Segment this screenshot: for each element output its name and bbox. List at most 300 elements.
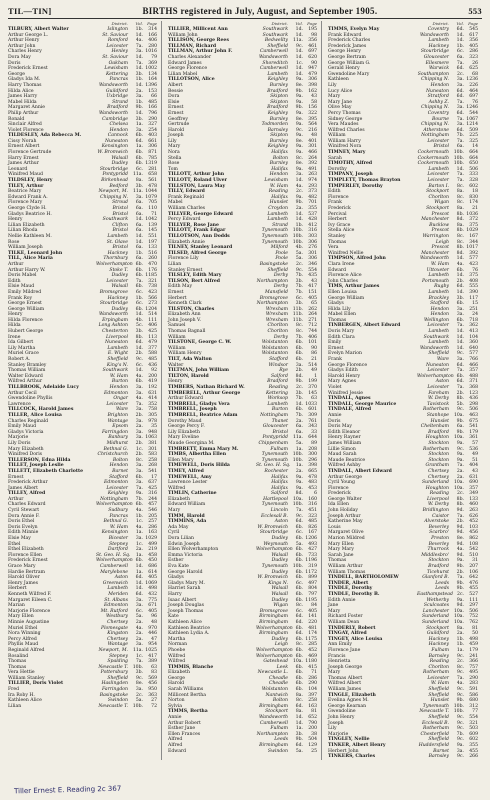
entry-page: 1 [314, 373, 317, 379]
entry-volume: 3a. [135, 468, 143, 474]
entry-name: Lily [328, 726, 337, 732]
entry-volume: 6b. [135, 150, 143, 156]
entry-page: 459 [469, 642, 478, 648]
entry-district: Sudbury [108, 508, 128, 514]
entry-district: Bedwellty [264, 38, 288, 44]
entry-page: 179 [469, 429, 478, 435]
entry-district: Northampton [256, 278, 288, 284]
entry-district: Rugby [434, 284, 449, 290]
entry-page: 452 [308, 647, 317, 653]
entry-district: Chorlton [428, 664, 449, 670]
entry-district: W. Bromwich [97, 150, 128, 156]
header-range: TIL—TIN] [8, 6, 52, 16]
entry-volume: 6d. [135, 138, 143, 144]
entry-volume: 3a. [456, 77, 464, 83]
entry-name: Ernest [8, 474, 24, 480]
entry-district: Cheadle [268, 681, 288, 687]
entry-volume: 1d. [295, 66, 303, 72]
entry-district: Edmonton [104, 390, 128, 396]
entry-name: TIMMS, Bertha [168, 709, 208, 715]
entry-volume: 1d. [135, 580, 143, 586]
entry-volume: 9c. [457, 720, 464, 726]
entry-district: Dudley [271, 636, 288, 642]
entry-volume: 1d. [135, 110, 143, 116]
entry-volume: 9a. [456, 558, 464, 564]
entry-name: Ellen Louisa [328, 289, 357, 295]
entry-name: Ernest [168, 110, 184, 116]
entry-district: Stockport [426, 206, 449, 211]
entry-district: Bicester [108, 536, 128, 542]
entry-page: 488 [469, 373, 478, 379]
entry-district: Ongar [113, 396, 128, 402]
entry-volume: 6d. [456, 362, 464, 368]
entry-page: 466 [308, 150, 317, 156]
entry-page: 101 [308, 340, 317, 346]
entry-page: 588 [148, 351, 157, 357]
entry-name: Arthur Harry W. [8, 267, 46, 273]
entry-district: Bradford [428, 564, 449, 569]
entry-page: 1204 [145, 306, 157, 312]
entry-page: 145 [308, 390, 317, 396]
entry-volume: 1d. [135, 32, 143, 38]
entry-district: Birmingham [259, 743, 288, 748]
entry-volume: 7a. [456, 116, 464, 122]
entry-name: Gwendoline Phyllis [8, 396, 53, 402]
entry-district: Warwick [428, 66, 449, 72]
entry-volume: 2b. [295, 368, 303, 374]
entry-page: 796 [148, 110, 157, 116]
entry-name: Ellen Wolverhampton [168, 547, 219, 553]
entry-volume: 8b. [456, 211, 464, 217]
entry-page: 26 [472, 60, 478, 66]
entry-name: Wilfred [168, 659, 186, 665]
entry-district: Edmonton [104, 480, 128, 486]
entry-volume: 3b. [135, 116, 143, 122]
entry-volume: 6b. [295, 586, 303, 592]
entry-volume: 7a. [456, 172, 464, 178]
entry-name: Edith Eleanor [328, 429, 361, 435]
entry-name: John Charles [328, 278, 358, 284]
entry-volume: 9c. [457, 653, 464, 659]
entry-volume: 2c. [457, 71, 464, 77]
entry-volume: 9b. [456, 429, 464, 435]
entry-district: Hendon [430, 312, 449, 318]
entry-name: Nellie Kathleen M. [8, 233, 52, 239]
entry-volume: 2b. [456, 569, 464, 575]
entry-page: 516 [148, 250, 157, 256]
entry-page: 485 [148, 357, 157, 363]
entry-page: 644 [308, 435, 317, 441]
entry-district: Bridlington [422, 508, 449, 514]
entry-page: 1042 [145, 217, 157, 223]
entry-name: Minnie Augustine [8, 619, 50, 625]
entry-district: Camberwell [259, 49, 288, 55]
entry-district: Thanet [271, 418, 288, 424]
entry-page: 176 [148, 267, 157, 273]
entry-name: Cyril Stewart [8, 508, 40, 514]
entry-page: 797 [308, 591, 317, 597]
entry-page: 1319 [145, 161, 157, 167]
column-header-district: District. [111, 21, 128, 26]
entry-volume: 6b. [295, 653, 303, 659]
entry-page: 276 [308, 245, 317, 251]
entry-volume: 8a. [135, 178, 143, 184]
entry-district: Oakham [108, 60, 128, 66]
entry-district: Guildford [105, 88, 128, 94]
entry-district: Wellington [424, 317, 449, 323]
entry-district: Southwark [262, 32, 288, 38]
entry-volume: 5b. [456, 401, 464, 407]
entry-name: Edward William [168, 502, 206, 508]
entry-page: 758 [148, 407, 157, 413]
entry-name: Arthur John [8, 43, 36, 49]
entry-volume: 2b. [135, 440, 143, 446]
entry-volume: 4b. [295, 245, 303, 251]
entry-name: TILLOTSON, Ann Dodds [168, 233, 230, 239]
entry-district: Bristol [112, 228, 128, 234]
entry-district: Newcastle T. [98, 664, 128, 670]
entry-name: TILLER, Alice Louisa [8, 412, 62, 418]
entry-page: 327 [148, 122, 157, 128]
entry-page: 1185 [145, 273, 157, 279]
entry-page: 1029 [145, 536, 157, 542]
entry-volume: 10a. [453, 614, 464, 620]
entry-volume: 6b. [456, 317, 464, 323]
entry-page: 322 [308, 110, 317, 116]
entry-page: 752 [469, 614, 478, 620]
entry-volume: 9b. [135, 105, 143, 111]
entry-name: Lily [328, 82, 337, 88]
entry-name: Lily Elizabeth [168, 429, 200, 435]
entry-name: Elizabeth [168, 496, 190, 502]
entry-district: Epsom [112, 424, 128, 430]
entry-volume: 9a. [295, 480, 303, 486]
entry-district: Salford [271, 491, 288, 497]
entry-volume: 7a. [456, 323, 464, 329]
entry-volume: 6a. [135, 206, 143, 211]
entry-name: Reginald Alfred [8, 647, 45, 653]
entry-name: Herbert John [328, 748, 359, 754]
entry-page: 514 [308, 362, 317, 368]
entry-volume: 1d. [295, 217, 303, 223]
entry-name: Doris Mary [328, 329, 355, 335]
entry-page: 104 [308, 687, 317, 693]
entry-district: Pancras [109, 77, 128, 83]
entry-volume: 9a. [456, 597, 464, 603]
entry-volume: 10b. [453, 703, 464, 709]
entry-volume: 8e. [135, 681, 143, 687]
entry-page: 375 [469, 222, 478, 228]
entry-volume: 10b. [292, 564, 303, 569]
column-header-vol: Vol. [135, 21, 143, 26]
entry-name: Edward Frank A. [8, 194, 48, 200]
entry-name: Olive May [328, 105, 352, 111]
entry-district: Midhurst [106, 440, 128, 446]
entry-district: Caistor [432, 513, 449, 519]
entry-name: Lilian Rhoda [8, 228, 38, 234]
entry-volume: 10a. [453, 435, 464, 441]
entry-district: Bradford [428, 429, 449, 435]
entry-volume: 3a. [456, 312, 464, 318]
entry-district: Hunslet [269, 200, 288, 206]
entry-district: Birmingham [259, 703, 288, 709]
entry-district: Aston [435, 379, 449, 385]
entry-name: TILLMAN, Arthur John F. [168, 49, 233, 55]
entry-page: 375 [469, 273, 478, 279]
entry-district: Chippenham [258, 440, 288, 446]
entry-volume: 9a. [295, 166, 303, 172]
entry-district: Beverley [428, 524, 449, 530]
entry-page: 642 [469, 575, 478, 581]
entry-district: Rochester [264, 468, 288, 474]
entry-page: 301 [148, 446, 157, 452]
entry-district: W. Bromwich [257, 524, 288, 530]
entry-page: 90 [311, 345, 317, 351]
entry-name: TIMBS, Albertha Ellen [168, 452, 227, 458]
entry-name: Joseph Douglas [168, 603, 204, 609]
entry-volume: 6c. [296, 580, 303, 586]
entry-district: Bromsgrove [259, 608, 288, 614]
entry-page: 174 [308, 631, 317, 637]
entry-district: Wolverhampton [256, 653, 293, 659]
entry-district: Wetherby [426, 597, 449, 603]
entry-name: Rose [168, 161, 180, 167]
column-header-district: District. [271, 21, 288, 26]
entry-page: 21 [311, 357, 317, 363]
entry-page: 156 [308, 105, 317, 111]
entry-page: 406 [148, 323, 157, 329]
entry-district: Lambeth [107, 586, 128, 592]
entry-volume: 5a. [295, 440, 303, 446]
entry-volume: 3a. [135, 480, 143, 486]
entry-page: 485 [148, 99, 157, 105]
entry-name: TINGLE, Elizabeth [328, 692, 376, 698]
entry-name: Annie [328, 412, 342, 418]
entry-name: Mabel Hilda [8, 99, 37, 105]
entry-district: Keighley [267, 144, 288, 150]
entry-district: Hackney [428, 43, 449, 49]
entry-page: 405 [148, 608, 157, 614]
entry-volume: 9c. [296, 127, 303, 133]
entry-name: Arthur Cecil [8, 390, 37, 396]
entry-volume: 6d. [295, 614, 303, 620]
entry-volume: 1d. [456, 334, 464, 340]
entry-district: Birmingham [259, 619, 288, 625]
entry-volume: 1d. [456, 340, 464, 346]
entry-district: Nuneaton [426, 362, 449, 368]
entry-district: Walsall [111, 155, 128, 161]
entry-volume: 6b. [295, 524, 303, 530]
entry-volume: 3a. [456, 306, 464, 312]
entry-name: Henry [168, 379, 183, 385]
entry-district: Atherstone [423, 127, 449, 133]
entry-district: Dudley [271, 569, 288, 575]
entry-page: 1396 [145, 82, 157, 88]
entry-name: Emily Mildred [8, 289, 42, 295]
entry-volume: 4a. [135, 625, 143, 631]
entry-volume: 1d. [135, 312, 143, 318]
entry-volume: 3a. [295, 362, 303, 368]
entry-volume: 6a. [456, 424, 464, 430]
entry-page: 271 [308, 317, 317, 323]
entry-page: 312 [469, 703, 478, 709]
entry-page: 298 [469, 401, 478, 407]
entry-page: 84 [311, 603, 317, 609]
entry-district: Stourbridge [420, 49, 449, 55]
entry-volume: 11a. [132, 189, 143, 195]
entry-district: Haslingden [101, 681, 128, 687]
entry-page: 145 [148, 228, 157, 234]
entry-page: 403 [148, 133, 157, 139]
entry-volume: 6b. [456, 301, 464, 307]
entry-name: TILNEY, Stanley Leonard [168, 245, 233, 251]
entry-name: Percival [328, 211, 347, 217]
entry-name: George William [8, 306, 45, 312]
entry-page: 498 [148, 586, 157, 592]
entry-name: Muriel Grace [8, 351, 39, 357]
entry-name: Ivy Grace [328, 222, 351, 228]
entry-volume: 6b. [295, 625, 303, 631]
entry-page: 1236 [466, 77, 478, 83]
entry-name: Marion Mildred [328, 536, 365, 542]
entry-district: Stepney [109, 653, 128, 659]
entry-page: 264 [308, 312, 317, 318]
entry-district: Kingston [107, 631, 128, 637]
entry-volume: 11a. [292, 38, 303, 44]
entry-page: 697 [308, 49, 317, 55]
entry-name: Harold [168, 681, 185, 687]
entry-page: 389 [148, 659, 157, 665]
entry-volume: 6d. [456, 27, 464, 32]
entry-page: 675 [469, 418, 478, 424]
entry-volume: 1d. [135, 586, 143, 592]
entry-district: Hendon [430, 306, 449, 312]
entry-page: 482 [308, 194, 317, 200]
entry-page: 226 [469, 82, 478, 88]
entry-name: Isaac Albert [168, 597, 197, 603]
entry-volume: 1d. [295, 401, 303, 407]
entry-name: TINDERLY, Robert [328, 625, 376, 631]
entry-volume: 1a. [135, 569, 143, 575]
entry-name: Mary [328, 608, 341, 614]
entry-name: Beatrice Mary [8, 189, 42, 195]
entry-volume: 6c. [136, 289, 143, 295]
entry-page: 264 [308, 155, 317, 161]
entry-name: TILSTON, Charles [168, 306, 215, 312]
entry-page: 57 [472, 440, 478, 446]
entry-name: TIMNEY, Mary [328, 150, 366, 156]
entry-name: Millicent Bertha [168, 692, 206, 698]
entry-page: 305 [148, 412, 157, 418]
entry-page: 35 [151, 424, 157, 430]
entry-name: Charles Edward [8, 502, 46, 508]
entry-name: Richard Foster [328, 614, 363, 620]
entry-district: Kensington [101, 530, 128, 536]
entry-volume: 2c. [457, 659, 464, 665]
entry-name: Thomas [328, 239, 347, 245]
entry-page: 96 [151, 614, 157, 620]
entry-page: 290 [148, 116, 157, 122]
entry-name: Thomas [328, 317, 347, 323]
entry-district: Rotherham [423, 446, 449, 452]
entry-name: Ernest [168, 289, 184, 295]
entry-name: TILSLEY, Edith Mary [168, 273, 222, 279]
entry-page: 89 [311, 440, 317, 446]
entry-name: Elsie May [8, 536, 31, 542]
entry-name: TINGEY, Alice Louisa [328, 636, 383, 642]
entry-district: Ellesmere [425, 60, 449, 66]
entry-volume: 8b. [456, 502, 464, 508]
entry-volume: 9d. [456, 530, 464, 536]
entry-district: Shoreditch [262, 60, 288, 66]
entry-name: Sinclair Alfred [8, 122, 42, 128]
entry-district: Pontypridd [262, 435, 288, 441]
entry-name: Frank Edward [328, 32, 362, 38]
entry-name: Thomas [328, 558, 347, 564]
entry-district: Wandsworth [258, 54, 288, 60]
entry-name: Arthur Robert [168, 720, 201, 726]
entry-district: Wolstanton [261, 687, 288, 693]
entry-name: Gladys Victoria [8, 429, 44, 435]
entry-page: 300 [308, 452, 317, 458]
entry-name: Geoffrey [168, 116, 188, 122]
entry-volume: 9a. [295, 122, 303, 128]
entry-name: Edith May [168, 284, 193, 290]
entry-name: Arthur George [328, 474, 362, 480]
entry-volume: 1b. [456, 642, 464, 648]
entry-name: Fred [8, 687, 20, 693]
entry-page: 491 [308, 166, 317, 172]
entry-page: 554 [308, 267, 317, 273]
entry-name: Emma Victoria [168, 552, 203, 558]
entry-district: Wandsworth [419, 256, 449, 262]
entry-district: Sculcoates [423, 603, 449, 609]
entry-name: TILLYER, Rose Jane [168, 222, 219, 228]
entry-name: Edith Minnie [8, 530, 39, 536]
entry-name: Florence Gertrude [8, 150, 52, 156]
entry-volume: 1a. [456, 647, 464, 653]
entry-name: TILLET, Joseph Leslie [8, 463, 64, 469]
entry-name: Gladys Ida M. [8, 77, 41, 83]
entry-volume: 6b. [295, 547, 303, 553]
entry-name: TIMBERELL, Arthur George [168, 390, 241, 396]
entry-page: 251 [469, 306, 478, 312]
entry-page: 301 [308, 250, 317, 256]
entry-district: Mansfield [265, 289, 288, 295]
entry-page: 129 [308, 743, 317, 748]
entry-name: Arthur George L. [8, 32, 48, 38]
entry-volume: 3b. [135, 183, 143, 189]
entry-name: TIMEWELL, Amy [168, 474, 212, 480]
entry-name: Nora [168, 150, 180, 156]
entry-name: Joseph Thomas [168, 608, 204, 614]
entry-district: Strand [112, 99, 128, 105]
entry-volume: 1d. [456, 329, 464, 335]
entry-page: 652 [308, 715, 317, 721]
entry-district: Salford [271, 373, 288, 379]
entry-name: Maude Georgina M. [168, 440, 215, 446]
entry-name: Joseph [328, 720, 344, 726]
entry-district: Barnet [433, 748, 449, 754]
entry-page: 241 [469, 653, 478, 659]
entry-page: 455 [469, 748, 478, 754]
entry-page: 412 [308, 222, 317, 228]
entry-name: Stanley Ernest [168, 267, 203, 273]
entry-name: Alfred [168, 737, 183, 743]
entry-volume: 5a. [135, 614, 143, 620]
entry-name: Stella Alice [328, 228, 355, 234]
entry-name: Margaret Annie [8, 105, 45, 111]
